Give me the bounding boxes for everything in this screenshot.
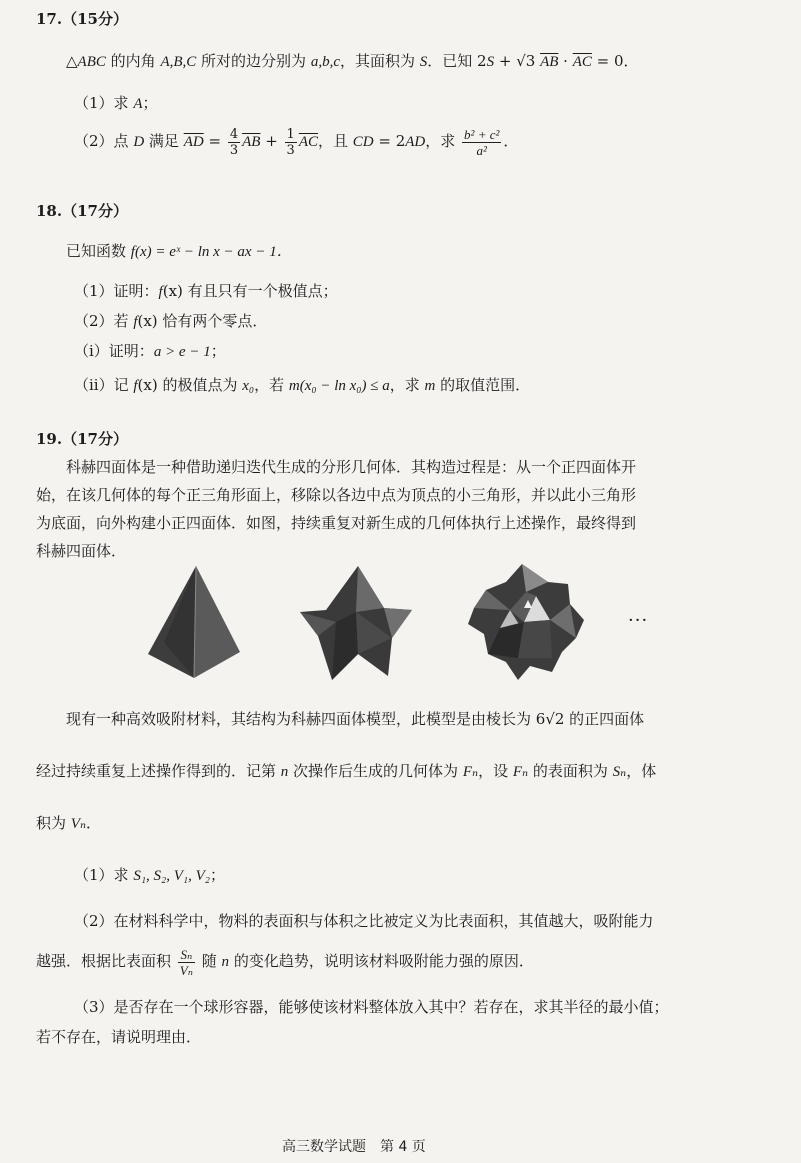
inequality: a > e − 1 <box>153 344 211 360</box>
problem-17-heading: 17.（15分） <box>36 10 128 28</box>
text-fragment: ，体 <box>626 762 657 780</box>
problem-19-part-1 <box>74 864 225 885</box>
text-fragment: 经过持续重复上述操作得到的．记第 <box>36 762 281 780</box>
text-fragment: 满足 <box>144 132 184 150</box>
dot-operator: · <box>558 52 573 70</box>
segment-ad: AD <box>405 134 426 150</box>
text-fragment: + <box>260 132 283 150</box>
function-definition: (x) = eˣ − ln x − ax − 1． <box>134 244 292 260</box>
text-fragment: （i）证明： <box>74 342 154 360</box>
figure-ellipsis: ··· <box>628 610 649 631</box>
problem-19-part-3-line-2: 若不存在，请说明理由． <box>36 1028 202 1046</box>
text-fragment: （1）证明： <box>74 282 159 300</box>
text-fragment: ； <box>210 866 226 884</box>
text-fragment: 次操作后生成的几何体为 <box>288 762 463 780</box>
figure-first-iteration <box>296 562 416 682</box>
problem-18-stem <box>66 240 292 261</box>
triangle-symbol: △ <box>66 52 78 70</box>
figure-second-iteration <box>466 562 586 682</box>
text-fragment: = 2 <box>373 132 406 150</box>
area-symbol: S <box>486 54 495 70</box>
angle-a: A <box>133 96 143 112</box>
problem-19-intro-line-4: 科赫四面体． <box>36 542 127 560</box>
variable-n: n <box>280 764 289 780</box>
page-footer: 高三数学试题 第 4 页 <box>282 1139 426 1155</box>
text-fragment: (x) 有且只有一个极值点； <box>162 282 338 300</box>
fraction-specific-surface <box>178 947 195 978</box>
text-fragment: ，且 <box>317 132 353 150</box>
text-fragment: （1）求 <box>74 94 134 112</box>
denominator: 3 <box>229 142 239 158</box>
volume-vn: Vₙ <box>70 816 87 832</box>
problem-19-part-2-line-2 <box>36 944 534 979</box>
text-fragment: ．已知 2 <box>427 52 487 70</box>
vector-ac: $\overline{AC}$ <box>572 54 592 70</box>
text-fragment: ． <box>503 132 519 150</box>
denominator: 3 <box>286 142 295 158</box>
triangle-name: ABC <box>77 54 106 70</box>
problem-19-material-line-3 <box>36 812 101 833</box>
text-fragment: ，其面积为 <box>340 52 420 70</box>
parameter-m: m <box>424 378 436 394</box>
text-fragment: = 0． <box>591 52 639 70</box>
text-fragment: 随 <box>197 952 222 970</box>
text-fragment: 的变化趋势，说明该材料吸附能力强的原因． <box>229 952 534 970</box>
problem-19-intro-line-3: 为底面，向外构建小正四面体．如图，持续重复对新生成的几何体执行上述操作，最终得到 <box>36 514 637 532</box>
text-fragment: ，设 <box>478 762 513 780</box>
point-d: D <box>133 134 145 150</box>
text-fragment: 的内角 <box>105 52 161 70</box>
problem-17-stem <box>66 50 639 71</box>
vector-ac: $\overline{AC}$ <box>298 134 318 150</box>
text-fragment: ； <box>210 342 226 360</box>
text-fragment: （1）求 <box>74 866 134 884</box>
angles: A,B,C <box>160 54 197 70</box>
area-symbol: S <box>419 54 428 70</box>
vector-ab: $\overline{AB}$ <box>242 134 261 150</box>
problem-19-heading: 19.（17分） <box>36 430 128 448</box>
numerator: 4 <box>229 126 239 142</box>
text-fragment: 已知函数 <box>66 242 131 260</box>
problem-19-intro-line-1: 科赫四面体是一种借助递归迭代生成的分形几何体．其构造过程是：从一个正四面体开 <box>66 458 637 476</box>
text-fragment: ． <box>86 814 102 832</box>
figure-regular-tetrahedron <box>144 562 244 682</box>
numerator: b² + c² <box>464 126 500 142</box>
surface-area-sn: Sₙ <box>612 764 627 780</box>
vector-ab: $\overline{AB}$ <box>540 54 559 70</box>
problem-19-material-line-1: 现有一种高效吸附材料，其结构为科赫四面体模型，此模型是由棱长为 6√2 的正四面体 <box>66 710 645 728</box>
problem-19-part-3-line-1: （3）是否存在一个球形容器，能够使该材料整体放入其中？若存在，求其半径的最小值； <box>74 998 669 1016</box>
function-f: f <box>158 284 163 300</box>
solid-fn: Fₙ <box>512 764 529 780</box>
text-fragment: ，求 <box>389 376 425 394</box>
text-fragment: （2）若 <box>74 312 134 330</box>
text-fragment: (x) 的极值点为 <box>137 376 243 394</box>
problem-18-heading: 18.（17分） <box>36 202 128 220</box>
denominator: Vₙ <box>179 962 193 978</box>
function-f: f <box>133 314 138 330</box>
fraction-one-third <box>285 127 297 158</box>
variable-n: n <box>221 954 230 970</box>
text-fragment: 所对的边分别为 <box>196 52 311 70</box>
text-fragment: 的表面积为 <box>528 762 613 780</box>
segment-cd: CD <box>352 134 374 150</box>
problem-17-part-2 <box>74 124 518 159</box>
condition: m(x₀ − ln x₀) ≤ a <box>288 378 390 394</box>
problem-18-part-2-ii <box>74 374 530 395</box>
text-fragment: (x) 恰有两个零点． <box>137 312 268 330</box>
text-fragment: （ii）记 <box>74 376 134 394</box>
numerator: Sₙ <box>178 947 195 963</box>
text-fragment: 的取值范围． <box>435 376 531 394</box>
problem-19-intro-line-2: 始，在该几何体的每个正三角形面上，移除以各边中点为顶点的小三角形，并以此小三角形 <box>36 486 637 504</box>
text-fragment: ，求 <box>425 132 461 150</box>
problem-19-part-2-line-1: （2）在材料科学中，物料的表面积与体积之比被定义为比表面积，其值越大，吸附能力 <box>74 912 654 930</box>
fraction-four-thirds <box>228 127 240 158</box>
text-fragment: 越强．根据比表面积 <box>36 952 176 970</box>
function-f: f <box>130 244 135 260</box>
vector-ad: $\overline{AD}$ <box>183 134 204 150</box>
problem-17-part-1 <box>74 92 158 113</box>
solid-fn: Fₙ <box>462 764 479 780</box>
text-fragment: = <box>203 132 226 150</box>
text-fragment: （2）点 <box>74 132 134 150</box>
text-fragment: ，若 <box>254 376 289 394</box>
sides: a,b,c <box>310 54 340 70</box>
numerator: 1 <box>286 126 295 142</box>
problem-18-part-1 <box>74 280 338 301</box>
denominator: a² <box>476 142 487 158</box>
problem-18-part-2-i <box>74 340 226 361</box>
fraction-target <box>462 127 501 158</box>
text-fragment: 积为 <box>36 814 71 832</box>
quantities: S₁, S₂, V₁, V₂ <box>133 868 210 884</box>
problem-18-part-2 <box>74 310 267 331</box>
text-fragment: ； <box>142 94 158 112</box>
extreme-point: x₀ <box>242 378 255 394</box>
function-f: f <box>133 378 138 394</box>
text-fragment: + √3 <box>494 52 541 70</box>
problem-19-material-line-2 <box>36 760 656 781</box>
